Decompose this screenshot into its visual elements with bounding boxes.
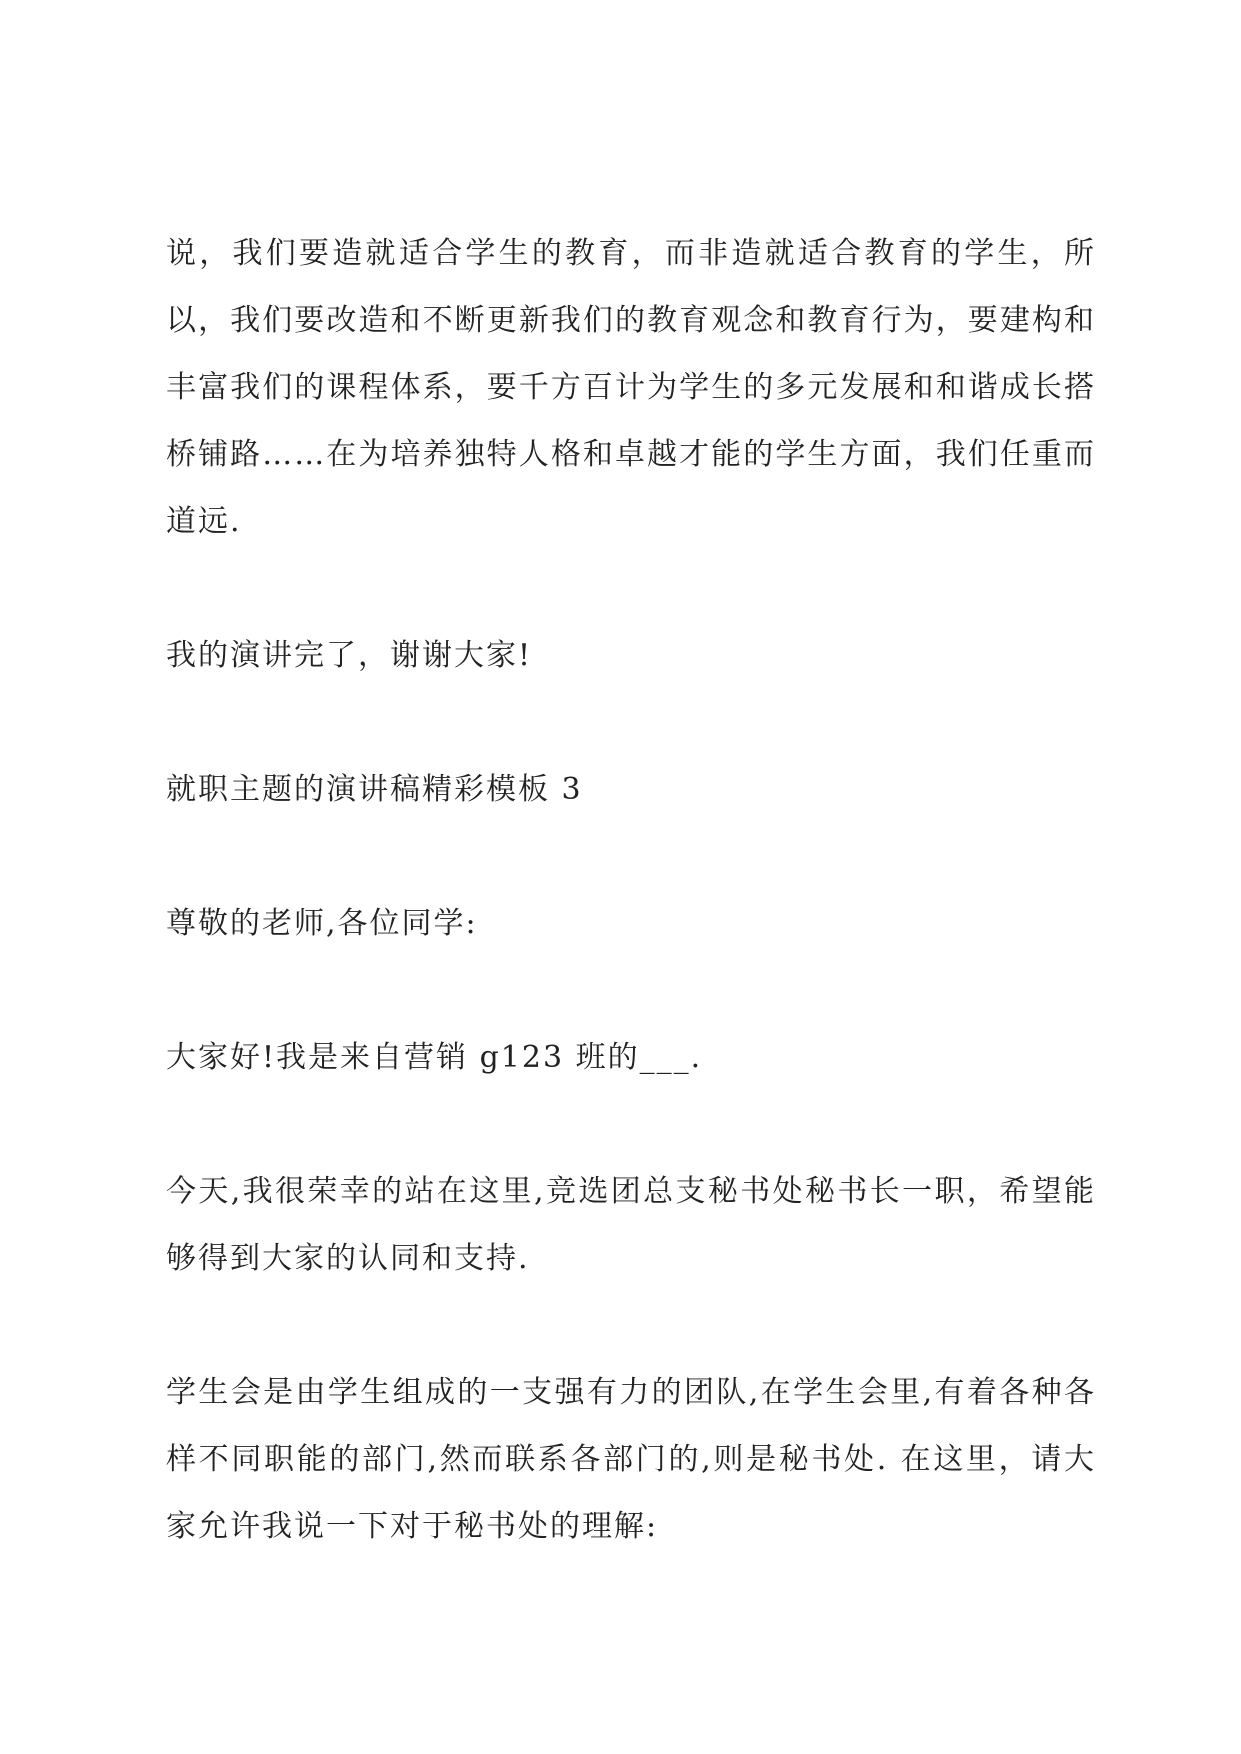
paragraph-education-reform: 说，我们要造就适合学生的教育，而非造就适合教育的学生，所以，我们要改造和不断更新我们的教育观念和教育行为，要建构和丰富我们的课程体系，要千方百计为学生的多元发展和和谐成长搭桥铺路……在为培养独特人格和卓越才能的学生方面，我们任重而道远.: [166, 236, 1096, 539]
paragraph-salutation: 尊敬的老师,各位同学:: [166, 906, 478, 941]
paragraph-secretariat-intro: 学生会是由学生组成的一支强有力的团队,在学生会里,有着各种各样不同职能的部门,然而联系各部门的,则是秘书处. 在这里，请大家允许我说一下对于秘书处的理解:: [166, 1375, 1096, 1544]
paragraph-closing-thanks: 我的演讲完了，谢谢大家!: [166, 638, 533, 673]
paragraph-candidacy: 今天,我很荣幸的站在这里,竞选团总支秘书处秘书长一职，希望能够得到大家的认同和支持.: [166, 1174, 1096, 1276]
section-heading: 就职主题的演讲稿精彩模板 3: [166, 772, 583, 807]
document-body: [166, 220, 1096, 1560]
paragraph-self-introduction: 大家好!我是来自营销 g123 班的___.: [166, 1040, 703, 1075]
